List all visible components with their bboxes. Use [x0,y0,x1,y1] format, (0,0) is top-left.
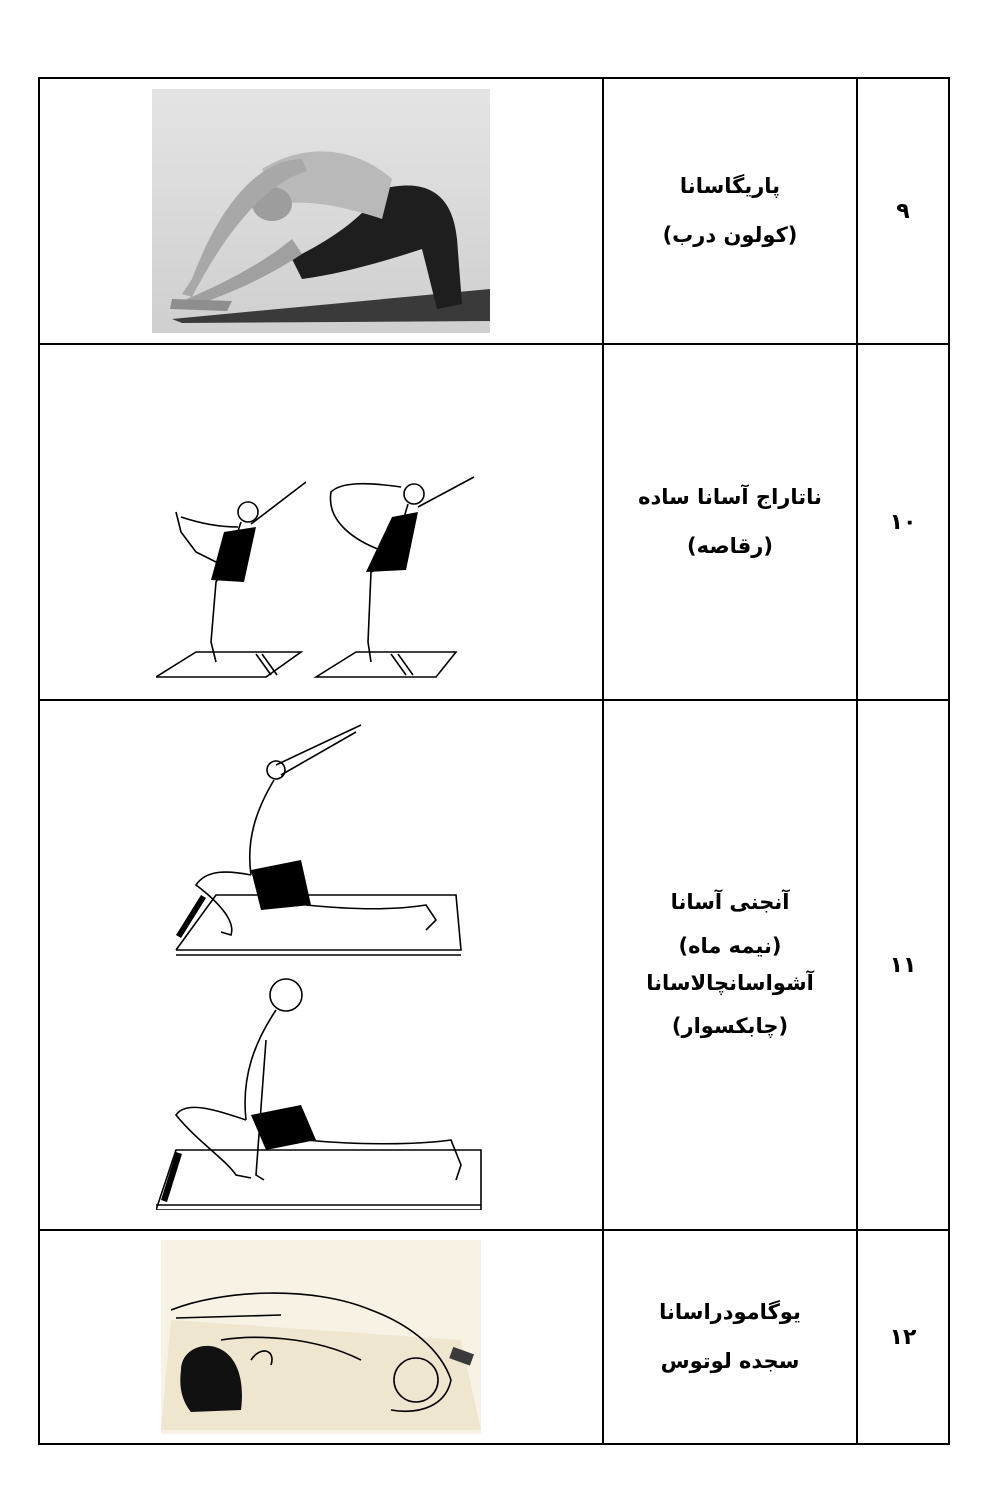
pose-alias: (کولون درب) [662,223,798,247]
table-row [39,700,949,1230]
dancer-pose-drawing [156,472,486,682]
pose-name: پاریگاسانا [679,173,781,198]
row-number: ۱۲ [857,1230,949,1444]
pose-alias: (رقاصه) [687,534,773,558]
row-number: ۹ [857,78,949,344]
table-row [39,344,949,700]
gate-pose-photo [152,89,490,333]
row-number: ۱۰ [857,344,949,700]
pose-alias: (نیمه ماه) [678,933,782,958]
pose-name-cell [603,1230,857,1444]
pose-image-cell [39,344,603,700]
pose-name: ناتاراج آسانا ساده [638,484,822,509]
table-row [39,78,949,344]
pose-name: یوگامودراسانا [659,1299,801,1324]
pose-name-cell [603,78,857,344]
lunge-poses-drawing [156,720,486,1210]
pose-name-cell [603,700,857,1230]
yoga-poses-table [38,77,950,1445]
pose-name-cell [603,344,857,700]
pose-name: آشواسانچالاسانا [646,971,814,995]
pose-image-cell [39,700,603,1230]
pose-image-cell [39,1230,603,1444]
pose-name: آنجنی آسانا [670,890,790,915]
pose-alias: (چابکسوار) [671,1014,789,1039]
row-number: ۱۱ [857,700,949,1230]
pose-alias: سجده لوتوس [660,1349,800,1373]
table-row [39,1230,949,1444]
pose-image-cell [39,78,603,344]
yoga-mudra-drawing [161,1240,481,1434]
